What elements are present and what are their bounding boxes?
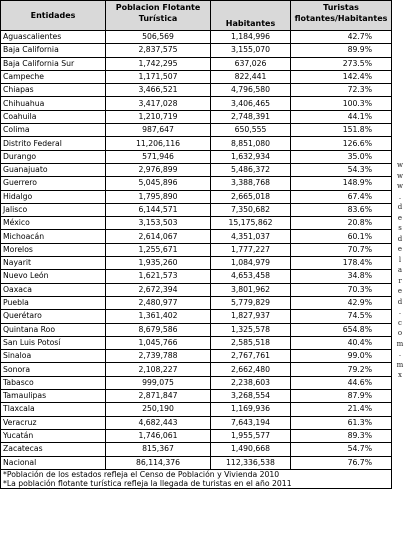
cell-turistas-ratio: 273.5%: [291, 57, 392, 70]
table-row: [1, 376, 392, 389]
cell-turistas-ratio: 67.4%: [291, 190, 392, 203]
table-row: [1, 203, 392, 216]
cell-poblacion-flotante: 1,742,295: [106, 57, 211, 70]
table-row: [1, 190, 392, 203]
watermark-char: o: [397, 329, 403, 337]
cell-habitantes: 822,441: [211, 70, 291, 83]
cell-poblacion-flotante: 1,361,402: [106, 310, 211, 323]
watermark-char: m: [396, 339, 404, 348]
cell-poblacion-flotante: 815,367: [106, 443, 211, 456]
table-row: [1, 350, 392, 363]
table-row: [1, 283, 392, 296]
table-row: [1, 84, 392, 97]
table-body: [1, 31, 392, 470]
cell-turistas-ratio: 42.9%: [291, 296, 392, 309]
cell-turistas-ratio: 35.0%: [291, 150, 392, 163]
table-row: [1, 336, 392, 349]
watermark-char: d: [397, 297, 403, 306]
table-row: [1, 257, 392, 270]
table-row: [1, 323, 392, 336]
cell-poblacion-flotante: 1,210,719: [106, 110, 211, 123]
cell-poblacion-flotante: 1,255,671: [106, 243, 211, 256]
watermark-char: w: [397, 161, 403, 169]
cell-poblacion-flotante: 2,871,847: [106, 390, 211, 403]
cell-poblacion-flotante: 11,206,116: [106, 137, 211, 150]
cell-turistas-ratio: 44.1%: [291, 110, 392, 123]
watermark-char: .: [398, 350, 402, 358]
cell-habitantes: 650,555: [211, 124, 291, 137]
cell-entidad: Morelos: [1, 243, 106, 256]
cell-habitantes: 1,490,668: [211, 443, 291, 456]
cell-poblacion-flotante: 1,935,260: [106, 257, 211, 270]
cell-entidad: Baja California: [1, 44, 106, 57]
cell-poblacion-flotante: 2,739,788: [106, 350, 211, 363]
cell-habitantes: 1,169,936: [211, 403, 291, 416]
cell-entidad: Nacional: [1, 456, 106, 469]
header-row: [1, 1, 392, 31]
cell-entidad: Puebla: [1, 296, 106, 309]
cell-turistas-ratio: 44.6%: [291, 376, 392, 389]
notes-row: [1, 469, 392, 488]
cell-poblacion-flotante: 2,480,977: [106, 296, 211, 309]
cell-poblacion-flotante: 3,417,028: [106, 97, 211, 110]
table-row: [1, 270, 392, 283]
watermark-char: .: [398, 192, 402, 201]
cell-turistas-ratio: 126.6%: [291, 137, 392, 150]
cell-turistas-ratio: 151.8%: [291, 124, 392, 137]
cell-entidad: Sonora: [1, 363, 106, 376]
watermark-char: .: [398, 308, 402, 316]
table-row: [1, 443, 392, 456]
cell-poblacion-flotante: 3,466,521: [106, 84, 211, 97]
cell-habitantes: 7,643,194: [211, 416, 291, 429]
cell-turistas-ratio: 178.4%: [291, 257, 392, 270]
table-row: [1, 230, 392, 243]
table-row: [1, 137, 392, 150]
cell-entidad: Nayarit: [1, 257, 106, 270]
cell-poblacion-flotante: 1,045,766: [106, 336, 211, 349]
watermark-url: [396, 160, 404, 381]
cell-turistas-ratio: 40.4%: [291, 336, 392, 349]
cell-poblacion-flotante: 2,108,227: [106, 363, 211, 376]
cell-habitantes: 2,238,603: [211, 376, 291, 389]
note-floating-population: *La población flotante turística refleja la llegada de turistas en el año 2011: [3, 478, 292, 488]
note-census: *Población de los estados refleja el Censo de Población y Vivienda 2010: [3, 469, 280, 479]
cell-habitantes: 15,175,862: [211, 217, 291, 230]
cell-habitantes: 1,955,577: [211, 429, 291, 442]
cell-turistas-ratio: 70.7%: [291, 243, 392, 256]
table-row: [1, 31, 392, 44]
cell-habitantes: 7,350,682: [211, 203, 291, 216]
table-row: [1, 296, 392, 309]
cell-turistas-ratio: 654.8%: [291, 323, 392, 336]
watermark-char: e: [397, 287, 403, 295]
table-row: [1, 70, 392, 83]
cell-poblacion-flotante: 1,746,061: [106, 429, 211, 442]
cell-poblacion-flotante: 1,621,573: [106, 270, 211, 283]
cell-poblacion-flotante: 571,946: [106, 150, 211, 163]
cell-turistas-ratio: 61.3%: [291, 416, 392, 429]
cell-entidad: Coahuila: [1, 110, 106, 123]
cell-entidad: Veracruz: [1, 416, 106, 429]
cell-turistas-ratio: 87.9%: [291, 390, 392, 403]
table-row: [1, 163, 392, 176]
watermark-char: c: [398, 318, 402, 327]
notes-cell: [1, 469, 392, 488]
cell-entidad: Baja California Sur: [1, 57, 106, 70]
header-poblacion-line2: Turística: [138, 14, 178, 23]
cell-habitantes: 3,388,768: [211, 177, 291, 190]
cell-habitantes: 1,827,937: [211, 310, 291, 323]
watermark-char: m: [396, 360, 404, 369]
cell-entidad: México: [1, 217, 106, 230]
cell-entidad: Oaxaca: [1, 283, 106, 296]
cell-entidad: Chiapas: [1, 84, 106, 97]
cell-turistas-ratio: 89.3%: [291, 429, 392, 442]
watermark-char: w: [397, 182, 403, 190]
cell-poblacion-flotante: 250,190: [106, 403, 211, 416]
cell-turistas-ratio: 72.3%: [291, 84, 392, 97]
cell-poblacion-flotante: 3,153,503: [106, 217, 211, 230]
cell-entidad: Guerrero: [1, 177, 106, 190]
header-poblacion-flotante: [106, 1, 211, 31]
cell-habitantes: 5,486,372: [211, 163, 291, 176]
cell-poblacion-flotante: 999,075: [106, 376, 211, 389]
cell-habitantes: 112,336,538: [211, 456, 291, 469]
cell-turistas-ratio: 79.2%: [291, 363, 392, 376]
cell-turistas-ratio: 148.9%: [291, 177, 392, 190]
table-row: [1, 429, 392, 442]
table-row: [1, 390, 392, 403]
watermark-char: e: [397, 245, 403, 253]
cell-entidad: Yucatán: [1, 429, 106, 442]
cell-habitantes: 1,325,578: [211, 323, 291, 336]
header-habitantes: Habitantes: [211, 1, 291, 31]
cell-habitantes: 5,779,829: [211, 296, 291, 309]
cell-entidad: Jalisco: [1, 203, 106, 216]
cell-poblacion-flotante: 86,114,376: [106, 456, 211, 469]
cell-poblacion-flotante: 1,171,507: [106, 70, 211, 83]
table-row: [1, 310, 392, 323]
cell-entidad: Aguascalientes: [1, 31, 106, 44]
cell-turistas-ratio: 142.4%: [291, 70, 392, 83]
table-row: [1, 243, 392, 256]
cell-entidad: Tabasco: [1, 376, 106, 389]
cell-habitantes: 2,767,761: [211, 350, 291, 363]
table-row: [1, 416, 392, 429]
cell-habitantes: 3,268,554: [211, 390, 291, 403]
cell-poblacion-flotante: 2,672,394: [106, 283, 211, 296]
cell-entidad: Quintana Roo: [1, 323, 106, 336]
cell-entidad: Nuevo León: [1, 270, 106, 283]
cell-habitantes: 4,796,580: [211, 84, 291, 97]
cell-entidad: Campeche: [1, 70, 106, 83]
cell-entidad: Zacatecas: [1, 443, 106, 456]
cell-turistas-ratio: 54.7%: [291, 443, 392, 456]
header-turistas-line1: Turistas: [323, 3, 359, 12]
cell-habitantes: 8,851,080: [211, 137, 291, 150]
cell-habitantes: 1,632,934: [211, 150, 291, 163]
cell-turistas-ratio: 74.5%: [291, 310, 392, 323]
cell-turistas-ratio: 83.6%: [291, 203, 392, 216]
cell-poblacion-flotante: 8,679,586: [106, 323, 211, 336]
watermark-char: l: [398, 255, 402, 264]
cell-entidad: Guanajuato: [1, 163, 106, 176]
cell-habitantes: 1,084,979: [211, 257, 291, 270]
cell-habitantes: 4,653,458: [211, 270, 291, 283]
cell-entidad: Michoacán: [1, 230, 106, 243]
watermark-char: a: [397, 266, 403, 274]
table-row: [1, 57, 392, 70]
cell-turistas-ratio: 20.8%: [291, 217, 392, 230]
cell-poblacion-flotante: 6,144,571: [106, 203, 211, 216]
watermark-char: s: [398, 224, 402, 232]
watermark-char: d: [397, 203, 403, 211]
cell-poblacion-flotante: 2,614,067: [106, 230, 211, 243]
cell-entidad: Hidalgo: [1, 190, 106, 203]
cell-turistas-ratio: 60.1%: [291, 230, 392, 243]
cell-turistas-ratio: 34.8%: [291, 270, 392, 283]
cell-habitantes: 4,351,037: [211, 230, 291, 243]
header-entidades: Entidades: [1, 1, 106, 31]
cell-entidad: Colima: [1, 124, 106, 137]
cell-turistas-ratio: 42.7%: [291, 31, 392, 44]
cell-habitantes: 1,777,227: [211, 243, 291, 256]
table-row: [1, 44, 392, 57]
table-row: [1, 97, 392, 110]
cell-entidad: Chihuahua: [1, 97, 106, 110]
header-poblacion-line1: Poblacion Flotante: [115, 3, 201, 12]
cell-habitantes: 2,662,480: [211, 363, 291, 376]
cell-habitantes: 2,585,518: [211, 336, 291, 349]
table-row: [1, 150, 392, 163]
cell-entidad: Tamaulipas: [1, 390, 106, 403]
table-row: [1, 177, 392, 190]
cell-habitantes: 2,665,018: [211, 190, 291, 203]
watermark-char: d: [397, 234, 403, 243]
cell-poblacion-flotante: 2,837,575: [106, 44, 211, 57]
cell-poblacion-flotante: 4,682,443: [106, 416, 211, 429]
header-turistas-line2: flotantes/Habitantes: [294, 14, 388, 23]
cell-poblacion-flotante: 5,045,896: [106, 177, 211, 190]
cell-habitantes: 3,801,962: [211, 283, 291, 296]
cell-entidad: Durango: [1, 150, 106, 163]
cell-turistas-ratio: 99.0%: [291, 350, 392, 363]
cell-poblacion-flotante: 506,569: [106, 31, 211, 44]
cell-turistas-ratio: 76.7%: [291, 456, 392, 469]
cell-turistas-ratio: 89.9%: [291, 44, 392, 57]
cell-entidad: Sinaloa: [1, 350, 106, 363]
table-row: [1, 217, 392, 230]
cell-entidad: Distrito Federal: [1, 137, 106, 150]
watermark-char: r: [398, 276, 402, 285]
cell-entidad: Querétaro: [1, 310, 106, 323]
cell-habitantes: 3,406,465: [211, 97, 291, 110]
cell-poblacion-flotante: 1,795,890: [106, 190, 211, 203]
cell-turistas-ratio: 54.3%: [291, 163, 392, 176]
header-turistas-ratio: [291, 1, 392, 31]
table-row: [1, 456, 392, 469]
cell-poblacion-flotante: 987,647: [106, 124, 211, 137]
watermark-char: w: [397, 171, 403, 180]
cell-poblacion-flotante: 2,976,899: [106, 163, 211, 176]
cell-turistas-ratio: 70.3%: [291, 283, 392, 296]
watermark-char: e: [397, 213, 403, 222]
table-row: [1, 363, 392, 376]
cell-habitantes: 637,026: [211, 57, 291, 70]
table-row: [1, 124, 392, 137]
cell-habitantes: 3,155,070: [211, 44, 291, 57]
watermark-char: x: [398, 371, 402, 379]
cell-turistas-ratio: 100.3%: [291, 97, 392, 110]
table-row: [1, 403, 392, 416]
cell-entidad: San Luis Potosí: [1, 336, 106, 349]
cell-turistas-ratio: 21.4%: [291, 403, 392, 416]
cell-habitantes: 1,184,996: [211, 31, 291, 44]
cell-entidad: Tlaxcala: [1, 403, 106, 416]
cell-habitantes: 2,748,391: [211, 110, 291, 123]
table-row: [1, 110, 392, 123]
